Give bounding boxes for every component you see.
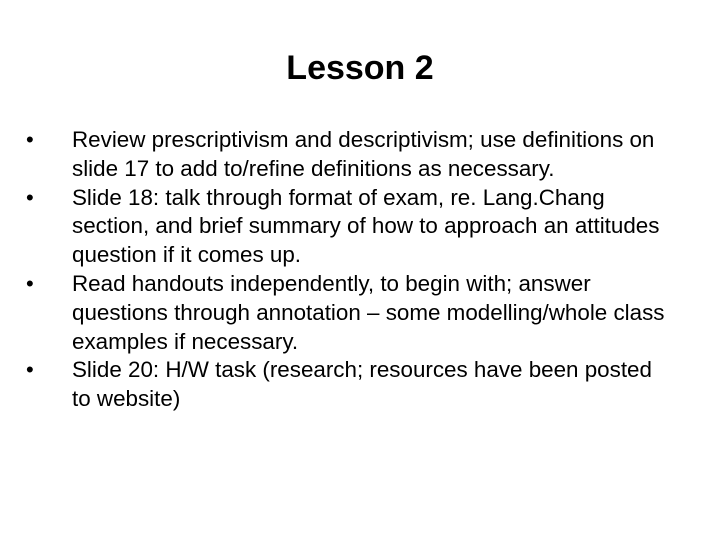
bullet-icon: • bbox=[26, 127, 34, 152]
bullet-icon: • bbox=[26, 357, 34, 383]
bullet-item bbox=[26, 356, 676, 414]
bullet-icon: • bbox=[26, 184, 34, 210]
bullet-text: Slide 18: talk through format of exam, re. Lang.Chang section, and brief summary of how to approach an attitudes question if it comes up. bbox=[72, 184, 660, 268]
bullet-item bbox=[26, 126, 676, 184]
bullet-item bbox=[26, 270, 676, 356]
bullet-list bbox=[26, 126, 676, 414]
bullet-text: Review prescriptivism and descriptivism; use definitions on slide 17 to add to/refine definitions as necessary. bbox=[72, 127, 655, 181]
slide-title: Lesson 2 bbox=[286, 49, 434, 87]
bullet-text: Slide 20: H/W task (research; resources have been posted to website) bbox=[72, 357, 652, 412]
bullet-text: Read handouts independently, to begin with; answer questions through annotation – some modelling/whole class examples if necessary. bbox=[72, 270, 665, 354]
bullet-icon: • bbox=[26, 270, 34, 296]
bullet-item bbox=[26, 184, 676, 270]
